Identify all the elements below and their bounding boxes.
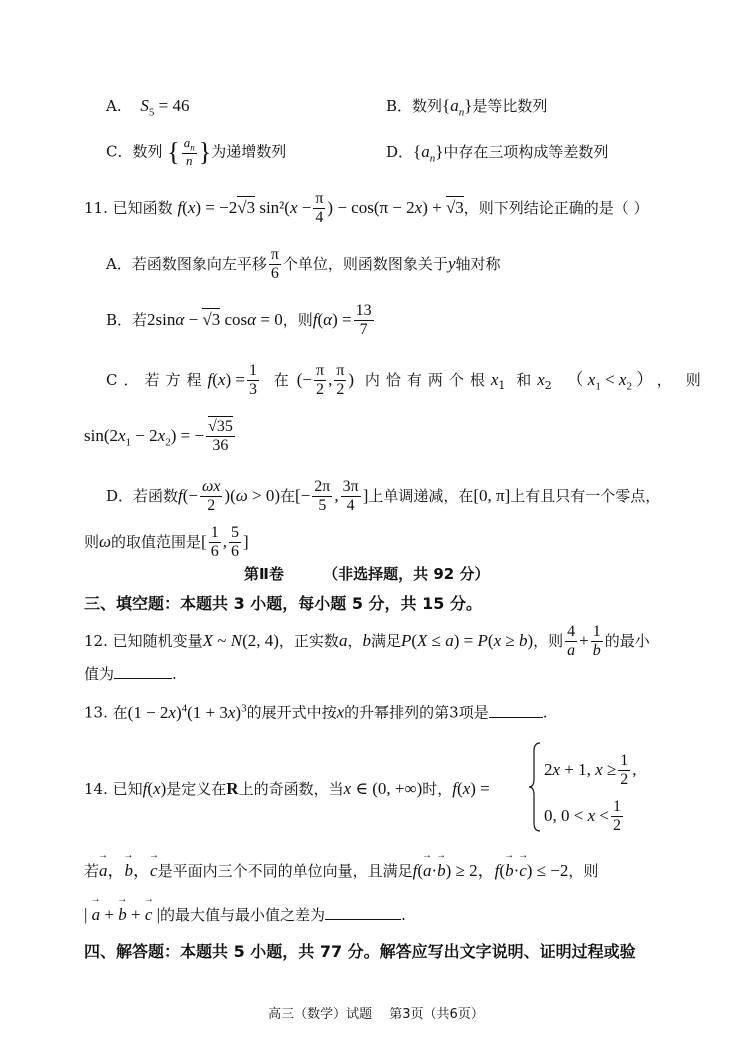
section4-heading: 四、解答题：本题共 5 小题，共 77 分。解答应写出文字说明、证明过程或验 [84, 942, 636, 961]
q10-option-b: B．数列$\{a_n\}$是等比数列 [386, 96, 548, 119]
q14-piecewise-brace [528, 741, 542, 838]
q14-piece-1: 2x + 1, x ≥ $\frac{1}{2}$ , [544, 752, 637, 789]
q13-answer-blank[interactable] [489, 717, 543, 718]
q10-option-a: A. $S_5 = 46$ [106, 96, 190, 119]
q12-line2: 值为 . [84, 665, 177, 683]
q14-answer-blank[interactable] [325, 919, 401, 920]
q12-text: 12. 已知随机变量X ~ N(2, 4)，正实数a，b满足P(X ≤ a) = P(x ≥ b)，则 $\frac{4}{a}$ + $\frac{1}{b}$ 的最小 [84, 623, 650, 660]
q12-answer-blank[interactable] [114, 678, 172, 679]
q11-option-d-line2: 则ω的取值范围是[ $\frac{1}{6}$ , $\frac{5}{6}$ ] [84, 524, 249, 561]
part2-title: 第Ⅱ卷 （非选择题，共 92 分） [244, 565, 490, 583]
q14-line2: 若→ a，→ b，→ c是平面内三个不同的单位向量，且满足f(→ a·→ b) ≥ 2，f(→ b·→ c) ≤ −2，则 [84, 862, 598, 879]
q11-stem: 11. 已知函数 f(x) = −2√3 sin²(x − $\frac{\pi}{4}$ ) − cos(π − 2x) + √3，则下列结论正确的是（ ） [84, 190, 649, 227]
q13-text: 13. 在$(1 - 2x)^4(1 + 3x)^3$的展开式中按x的升幂排列的第3项是 . [84, 702, 548, 722]
q14-line3: | → a + → b + → c |的最大值与最小值之差为 . [84, 906, 406, 923]
page-footer: 高三（数学）试题 第3页（共6页） [268, 1007, 484, 1022]
q11-option-b: B．若2sinα − √3 cosα = 0，则f(α) = $\frac{13}{7}$ [106, 302, 372, 339]
q10-option-c: C．数列 { $\frac{a_n}{n}$ }为递增数列 [106, 135, 287, 168]
q14-text: 14. 已知f(x)是定义在R上的奇函数，当x ∈ (0, +∞)时，f(x) = [84, 779, 490, 798]
q11-option-c-line2: $\sin(2x_1 - 2x_2)$ = − $\frac{√35}{36}$ [84, 418, 233, 455]
q10-a-formula: $S_5 = 46$ [140, 96, 190, 119]
q11-option-d: D．若函数f(− $\frac{\omega x}{2}$ )(ω > 0)在[− $\frac{2\pi}{5}$ , $\frac{3\pi}{4}$ ]上单调递减，在[0, π]上有且只有一个零点， [106, 478, 661, 515]
q14-piece-2: 0, 0 < x < $\frac{1}{2}$ [544, 798, 621, 835]
section3-heading: 三、填空题：本题共 3 小题，每小题 5 分，共 15 分。 [84, 594, 482, 613]
q11-option-c: C．若方程f(x) = $\frac{1}{3}$ 在 (− $\frac{\pi}{2}$ , $\frac{\pi}{2}$ ) 内恰有两个根$x_1$ 和 $x_2$ （ $x_1 < x_2$ ） ，则 [106, 362, 715, 399]
q10-option-d: D．$\{a_n\}$中存在三项构成等差数列 [386, 142, 609, 165]
q11-option-a: A．若函数图象向左平移 $\frac{\pi}{6}$ 个单位，则函数图象关于y轴对称 [106, 246, 501, 283]
